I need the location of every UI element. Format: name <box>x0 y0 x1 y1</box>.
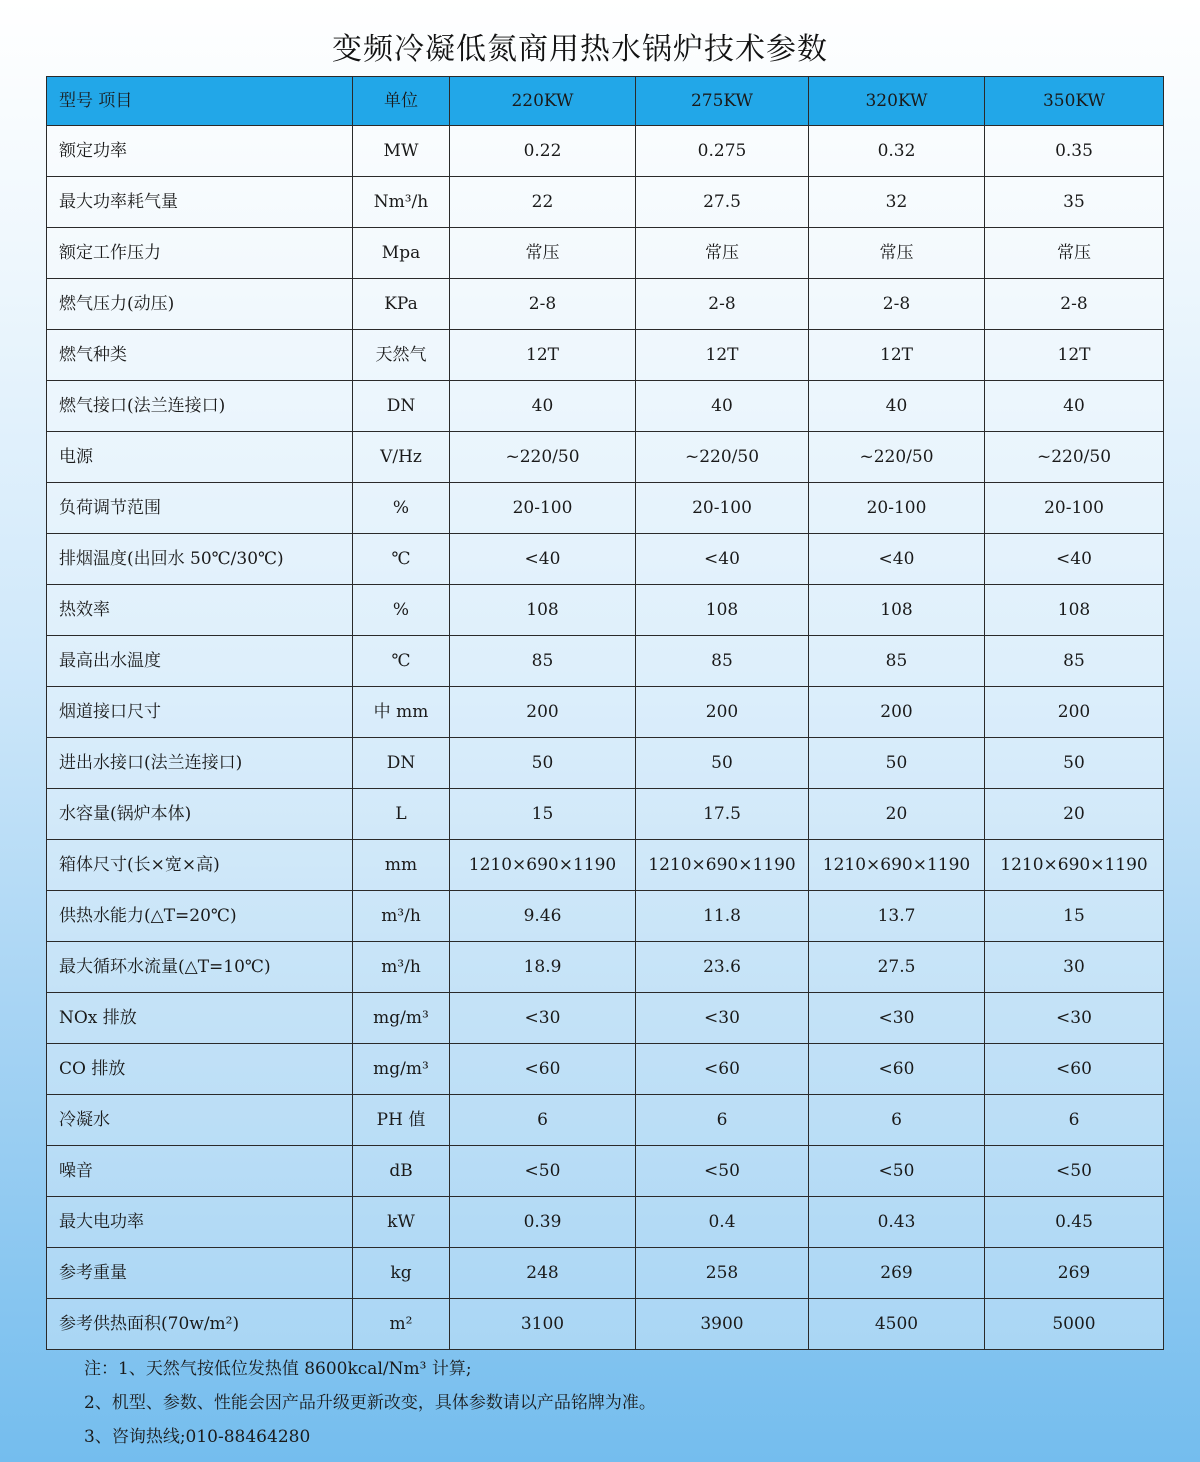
value-cell: 40 <box>636 381 809 432</box>
table-row <box>47 993 1164 1044</box>
value-cell: 1210×690×1190 <box>985 840 1164 891</box>
row-label: 排烟温度(出回水 50℃/30℃) <box>47 534 353 585</box>
value-cell: 2-8 <box>450 279 636 330</box>
value-cell: 22 <box>450 177 636 228</box>
value-cell: 18.9 <box>450 942 636 993</box>
table-header-row <box>47 77 1164 126</box>
value-cell: 269 <box>985 1248 1164 1299</box>
value-cell: ~220/50 <box>809 432 985 483</box>
value-cell: <40 <box>450 534 636 585</box>
value-cell: 0.39 <box>450 1197 636 1248</box>
value-cell: 27.5 <box>809 942 985 993</box>
value-cell: 17.5 <box>636 789 809 840</box>
value-cell: 40 <box>450 381 636 432</box>
value-cell: 0.22 <box>450 126 636 177</box>
value-cell: <30 <box>809 993 985 1044</box>
note-2: 2、机型、参数、性能会因产品升级更新改变，具体参数请以产品铭牌为准。 <box>84 1393 656 1413</box>
table-row <box>47 891 1164 942</box>
value-cell: 20-100 <box>636 483 809 534</box>
unit-cell: % <box>353 483 450 534</box>
value-cell: 200 <box>450 687 636 738</box>
value-cell: 50 <box>809 738 985 789</box>
value-cell: <50 <box>636 1146 809 1197</box>
unit-cell: mm <box>353 840 450 891</box>
value-cell: 200 <box>985 687 1164 738</box>
value-cell: 15 <box>985 891 1164 942</box>
unit-cell: mg/m³ <box>353 993 450 1044</box>
value-cell: <40 <box>636 534 809 585</box>
unit-cell: PH 值 <box>353 1095 450 1146</box>
value-cell: 35 <box>985 177 1164 228</box>
row-label: 最大循环水流量(△T=10℃) <box>47 942 353 993</box>
note-1: 注：1、天然气按低位发热值 8600kcal/Nm³ 计算; <box>84 1359 472 1379</box>
value-cell: 4500 <box>809 1299 985 1350</box>
value-cell: 3100 <box>450 1299 636 1350</box>
table-row <box>47 1299 1164 1350</box>
row-label: 最大功率耗气量 <box>47 177 353 228</box>
table-row <box>47 1095 1164 1146</box>
value-cell: 1210×690×1190 <box>636 840 809 891</box>
value-cell: 40 <box>985 381 1164 432</box>
unit-cell: m² <box>353 1299 450 1350</box>
table-row <box>47 228 1164 279</box>
row-label: 进出水接口(法兰连接口) <box>47 738 353 789</box>
row-label: 负荷调节范围 <box>47 483 353 534</box>
unit-cell: m³/h <box>353 942 450 993</box>
row-label: 电源 <box>47 432 353 483</box>
table-row <box>47 738 1164 789</box>
unit-cell: L <box>353 789 450 840</box>
row-label: CO 排放 <box>47 1044 353 1095</box>
row-label: 参考重量 <box>47 1248 353 1299</box>
table-row <box>47 585 1164 636</box>
value-cell: <60 <box>450 1044 636 1095</box>
value-cell: <30 <box>985 993 1164 1044</box>
value-cell: 108 <box>636 585 809 636</box>
value-cell: 13.7 <box>809 891 985 942</box>
unit-cell: Mpa <box>353 228 450 279</box>
value-cell: 2-8 <box>636 279 809 330</box>
value-cell: 200 <box>809 687 985 738</box>
value-cell: <60 <box>985 1044 1164 1095</box>
page-title: 变频冷凝低氮商用热水锅炉技术参数 <box>332 32 828 67</box>
value-cell: 12T <box>985 330 1164 381</box>
row-label: 箱体尺寸(长×宽×高) <box>47 840 353 891</box>
table-row <box>47 636 1164 687</box>
value-cell: 23.6 <box>636 942 809 993</box>
table-row <box>47 942 1164 993</box>
value-cell: 0.4 <box>636 1197 809 1248</box>
table-row <box>47 1146 1164 1197</box>
row-label: 冷凝水 <box>47 1095 353 1146</box>
value-cell: 常压 <box>809 228 985 279</box>
value-cell: 6 <box>636 1095 809 1146</box>
value-cell: ~220/50 <box>450 432 636 483</box>
value-cell: 248 <box>450 1248 636 1299</box>
unit-cell: V/Hz <box>353 432 450 483</box>
row-label: 供热水能力(△T=20℃) <box>47 891 353 942</box>
value-cell: 0.45 <box>985 1197 1164 1248</box>
value-cell: 12T <box>450 330 636 381</box>
value-cell: 常压 <box>636 228 809 279</box>
table-row <box>47 126 1164 177</box>
unit-cell: 中 mm <box>353 687 450 738</box>
row-label: 燃气压力(动压) <box>47 279 353 330</box>
value-cell: 0.275 <box>636 126 809 177</box>
value-cell: <50 <box>985 1146 1164 1197</box>
value-cell: 5000 <box>985 1299 1164 1350</box>
header-cell: 275KW <box>636 77 809 126</box>
value-cell: 12T <box>809 330 985 381</box>
header-cell: 220KW <box>450 77 636 126</box>
row-label: 水容量(锅炉本体) <box>47 789 353 840</box>
value-cell: 32 <box>809 177 985 228</box>
value-cell: 11.8 <box>636 891 809 942</box>
table-row <box>47 381 1164 432</box>
note-3: 3、咨询热线;010-88464280 <box>84 1427 311 1447</box>
value-cell: 85 <box>636 636 809 687</box>
value-cell: 85 <box>809 636 985 687</box>
table-row <box>47 789 1164 840</box>
value-cell: 85 <box>985 636 1164 687</box>
row-label: 燃气接口(法兰连接口) <box>47 381 353 432</box>
value-cell: <30 <box>450 993 636 1044</box>
row-label: 烟道接口尺寸 <box>47 687 353 738</box>
value-cell: 108 <box>985 585 1164 636</box>
value-cell: 9.46 <box>450 891 636 942</box>
spec-table <box>46 76 1164 1350</box>
value-cell: 15 <box>450 789 636 840</box>
row-label: 最高出水温度 <box>47 636 353 687</box>
header-cell: 350KW <box>985 77 1164 126</box>
row-label: 额定功率 <box>47 126 353 177</box>
value-cell: ~220/50 <box>985 432 1164 483</box>
table-row <box>47 177 1164 228</box>
value-cell: 6 <box>985 1095 1164 1146</box>
table-row <box>47 483 1164 534</box>
value-cell: ~220/50 <box>636 432 809 483</box>
unit-cell: MW <box>353 126 450 177</box>
value-cell: <60 <box>636 1044 809 1095</box>
value-cell: 1210×690×1190 <box>809 840 985 891</box>
value-cell: 0.35 <box>985 126 1164 177</box>
table-row <box>47 1044 1164 1095</box>
value-cell: 108 <box>450 585 636 636</box>
unit-cell: kW <box>353 1197 450 1248</box>
value-cell: <40 <box>985 534 1164 585</box>
table-row <box>47 1248 1164 1299</box>
row-label: 燃气种类 <box>47 330 353 381</box>
value-cell: 1210×690×1190 <box>450 840 636 891</box>
value-cell: 50 <box>636 738 809 789</box>
value-cell: 258 <box>636 1248 809 1299</box>
value-cell: 200 <box>636 687 809 738</box>
value-cell: <50 <box>809 1146 985 1197</box>
value-cell: 6 <box>809 1095 985 1146</box>
table-row <box>47 432 1164 483</box>
value-cell: 50 <box>450 738 636 789</box>
value-cell: 2-8 <box>809 279 985 330</box>
value-cell: 30 <box>985 942 1164 993</box>
unit-cell: KPa <box>353 279 450 330</box>
notes <box>84 1352 656 1454</box>
value-cell: 20 <box>985 789 1164 840</box>
value-cell: 20 <box>809 789 985 840</box>
row-label: NOx 排放 <box>47 993 353 1044</box>
table-row <box>47 279 1164 330</box>
value-cell: 常压 <box>985 228 1164 279</box>
unit-cell: DN <box>353 381 450 432</box>
table-row <box>47 330 1164 381</box>
unit-cell: m³/h <box>353 891 450 942</box>
unit-cell: dB <box>353 1146 450 1197</box>
value-cell: 2-8 <box>985 279 1164 330</box>
unit-cell: ℃ <box>353 636 450 687</box>
unit-cell: kg <box>353 1248 450 1299</box>
unit-cell: Nm³/h <box>353 177 450 228</box>
value-cell: 108 <box>809 585 985 636</box>
row-label: 热效率 <box>47 585 353 636</box>
value-cell: <60 <box>809 1044 985 1095</box>
value-cell: 0.32 <box>809 126 985 177</box>
value-cell: <40 <box>809 534 985 585</box>
value-cell: 50 <box>985 738 1164 789</box>
table-row <box>47 1197 1164 1248</box>
value-cell: 269 <box>809 1248 985 1299</box>
value-cell: <30 <box>636 993 809 1044</box>
value-cell: 6 <box>450 1095 636 1146</box>
unit-cell: 天然气 <box>353 330 450 381</box>
value-cell: 常压 <box>450 228 636 279</box>
unit-cell: % <box>353 585 450 636</box>
value-cell: 40 <box>809 381 985 432</box>
row-label: 噪音 <box>47 1146 353 1197</box>
row-label: 参考供热面积(70w/m²) <box>47 1299 353 1350</box>
value-cell: 20-100 <box>985 483 1164 534</box>
value-cell: 0.43 <box>809 1197 985 1248</box>
unit-cell: DN <box>353 738 450 789</box>
value-cell: 20-100 <box>450 483 636 534</box>
table-row <box>47 534 1164 585</box>
header-cell: 单位 <box>353 77 450 126</box>
unit-cell: ℃ <box>353 534 450 585</box>
value-cell: 27.5 <box>636 177 809 228</box>
header-cell: 320KW <box>809 77 985 126</box>
value-cell: 20-100 <box>809 483 985 534</box>
table-row <box>47 840 1164 891</box>
row-label: 额定工作压力 <box>47 228 353 279</box>
value-cell: 3900 <box>636 1299 809 1350</box>
unit-cell: mg/m³ <box>353 1044 450 1095</box>
row-label: 最大电功率 <box>47 1197 353 1248</box>
value-cell: 12T <box>636 330 809 381</box>
value-cell: 85 <box>450 636 636 687</box>
table-row <box>47 687 1164 738</box>
header-cell: 型号 项目 <box>47 77 353 126</box>
value-cell: <50 <box>450 1146 636 1197</box>
